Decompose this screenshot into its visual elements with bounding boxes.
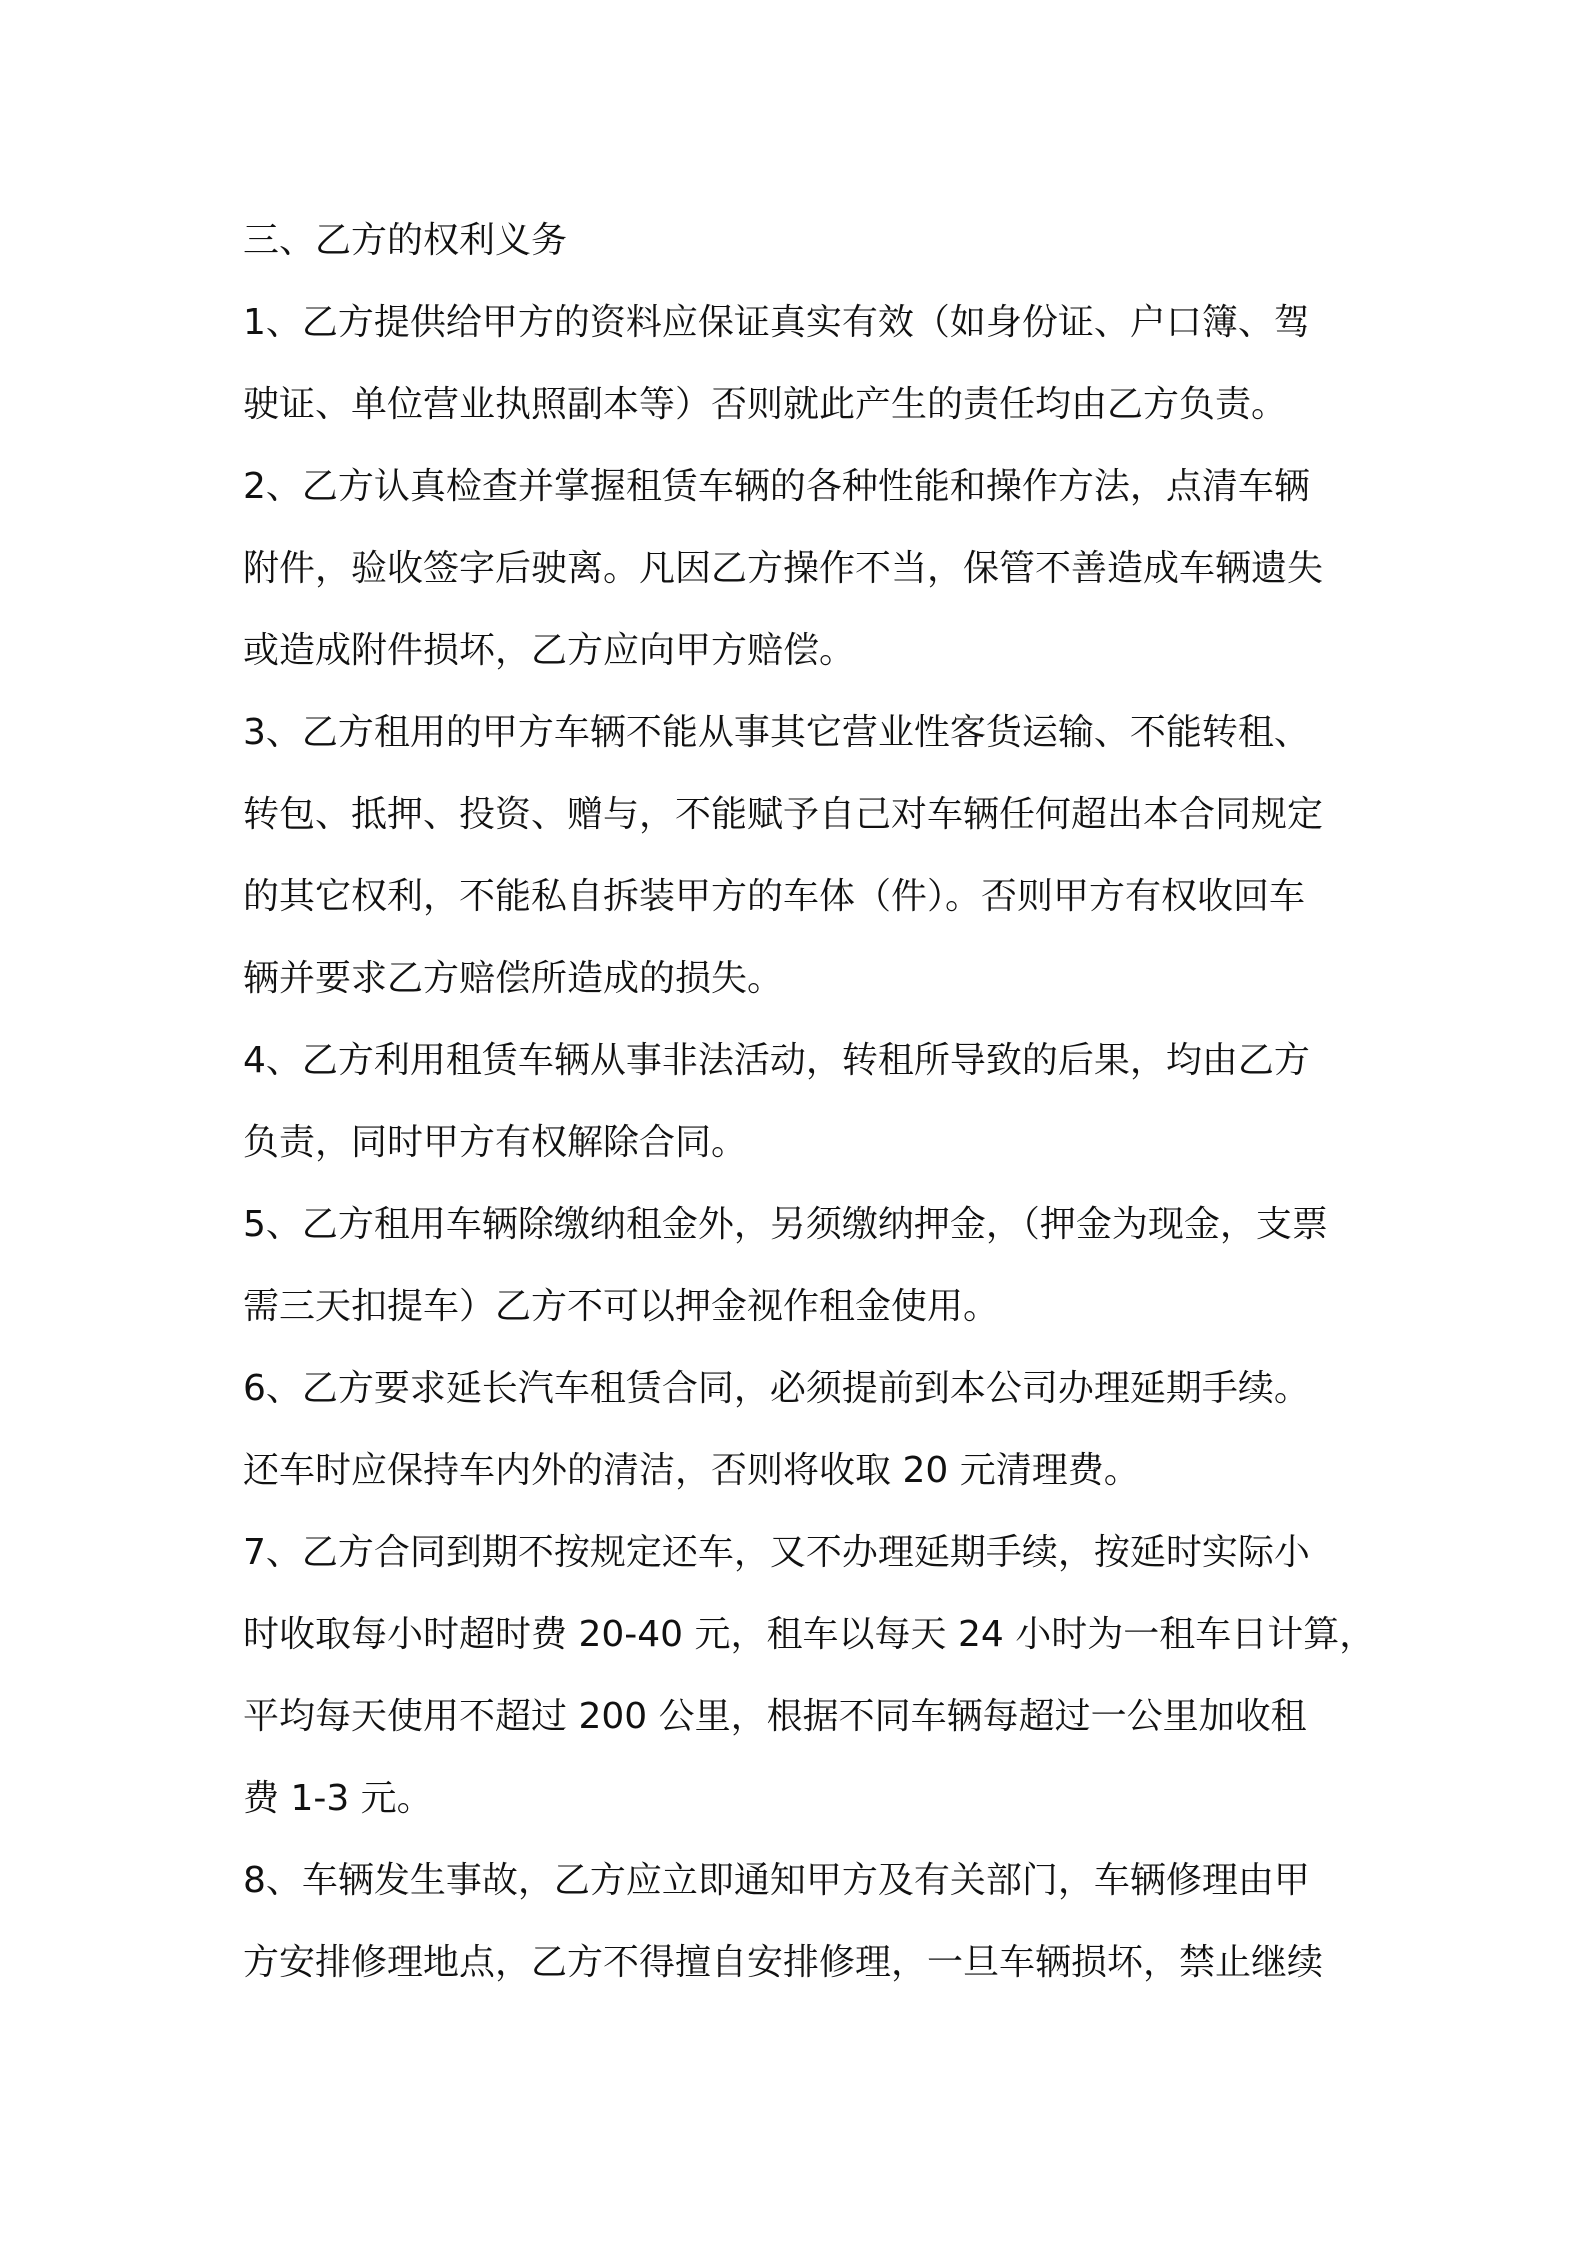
- clause-line: 2、乙方认真检查并掌握租赁车辆的各种性能和操作方法，点清车辆: [243, 466, 1310, 507]
- clause-paragraph: [243, 1348, 1363, 1512]
- document-body: [243, 200, 1376, 2004]
- clause-paragraph: [243, 1020, 1363, 1184]
- clause-paragraph: [243, 1184, 1363, 1348]
- clause-line: 需三天扣提车）乙方不可以押金视作租金使用。: [243, 1286, 1000, 1327]
- clause-line: 附件，验收签字后驶离。凡因乙方操作不当，保管不善造成车辆遗失: [243, 548, 1324, 589]
- clause-paragraph: [243, 282, 1363, 446]
- clause-line: 驶证、单位营业执照副本等）否则就此产生的责任均由乙方负责。: [243, 384, 1288, 425]
- clause-line: 时收取每小时超时费 20-40 元，租车以每天 24 小时为一租车日计算，: [243, 1614, 1376, 1655]
- clause-line: 或造成附件损坏，乙方应向甲方赔偿。: [243, 630, 856, 671]
- clause-line: 1、乙方提供给甲方的资料应保证真实有效（如身份证、户口簿、驾: [243, 302, 1310, 343]
- clause-line: 3、乙方租用的甲方车辆不能从事其它营业性客货运输、不能转租、: [243, 712, 1310, 753]
- clause-paragraph: [243, 1512, 1376, 1840]
- clause-line: 还车时应保持车内外的清洁，否则将收取 20 元清理费。: [243, 1450, 1140, 1491]
- clause-line: 方安排修理地点，乙方不得擅自安排修理，一旦车辆损坏，禁止继续: [243, 1942, 1324, 1983]
- clause-line: 5、乙方租用车辆除缴纳租金外，另须缴纳押金，（押金为现金，支票: [243, 1204, 1328, 1245]
- clause-line: 的其它权利，不能私自拆装甲方的车体（件）。否则甲方有权收回车: [243, 876, 1306, 917]
- clause-line: 8、车辆发生事故，乙方应立即通知甲方及有关部门，车辆修理由甲: [243, 1860, 1310, 1901]
- clause-line: 6、乙方要求延长汽车租赁合同，必须提前到本公司办理延期手续。: [243, 1368, 1310, 1409]
- clause-paragraph: [243, 1840, 1363, 2004]
- clause-paragraph: [243, 692, 1363, 1020]
- clause-line: 转包、抵押、投资、赠与，不能赋予自己对车辆任何超出本合同规定: [243, 794, 1324, 835]
- paragraph-list: [243, 282, 1376, 2004]
- clause-line: 辆并要求乙方赔偿所造成的损失。: [243, 958, 784, 999]
- clause-line: 4、乙方利用租赁车辆从事非法活动，转租所导致的后果，均由乙方: [243, 1040, 1310, 1081]
- clause-paragraph: [243, 446, 1363, 692]
- clause-line: 负责，同时甲方有权解除合同。: [243, 1122, 748, 1163]
- clause-line: 7、乙方合同到期不按规定还车，又不办理延期手续，按延时实际小: [243, 1532, 1310, 1573]
- clause-line: 费 1-3 元。: [243, 1778, 433, 1819]
- clause-line: 平均每天使用不超过 200 公里，根据不同车辆每超过一公里加收租: [243, 1696, 1307, 1737]
- section-heading: 三、乙方的权利义务: [243, 220, 568, 261]
